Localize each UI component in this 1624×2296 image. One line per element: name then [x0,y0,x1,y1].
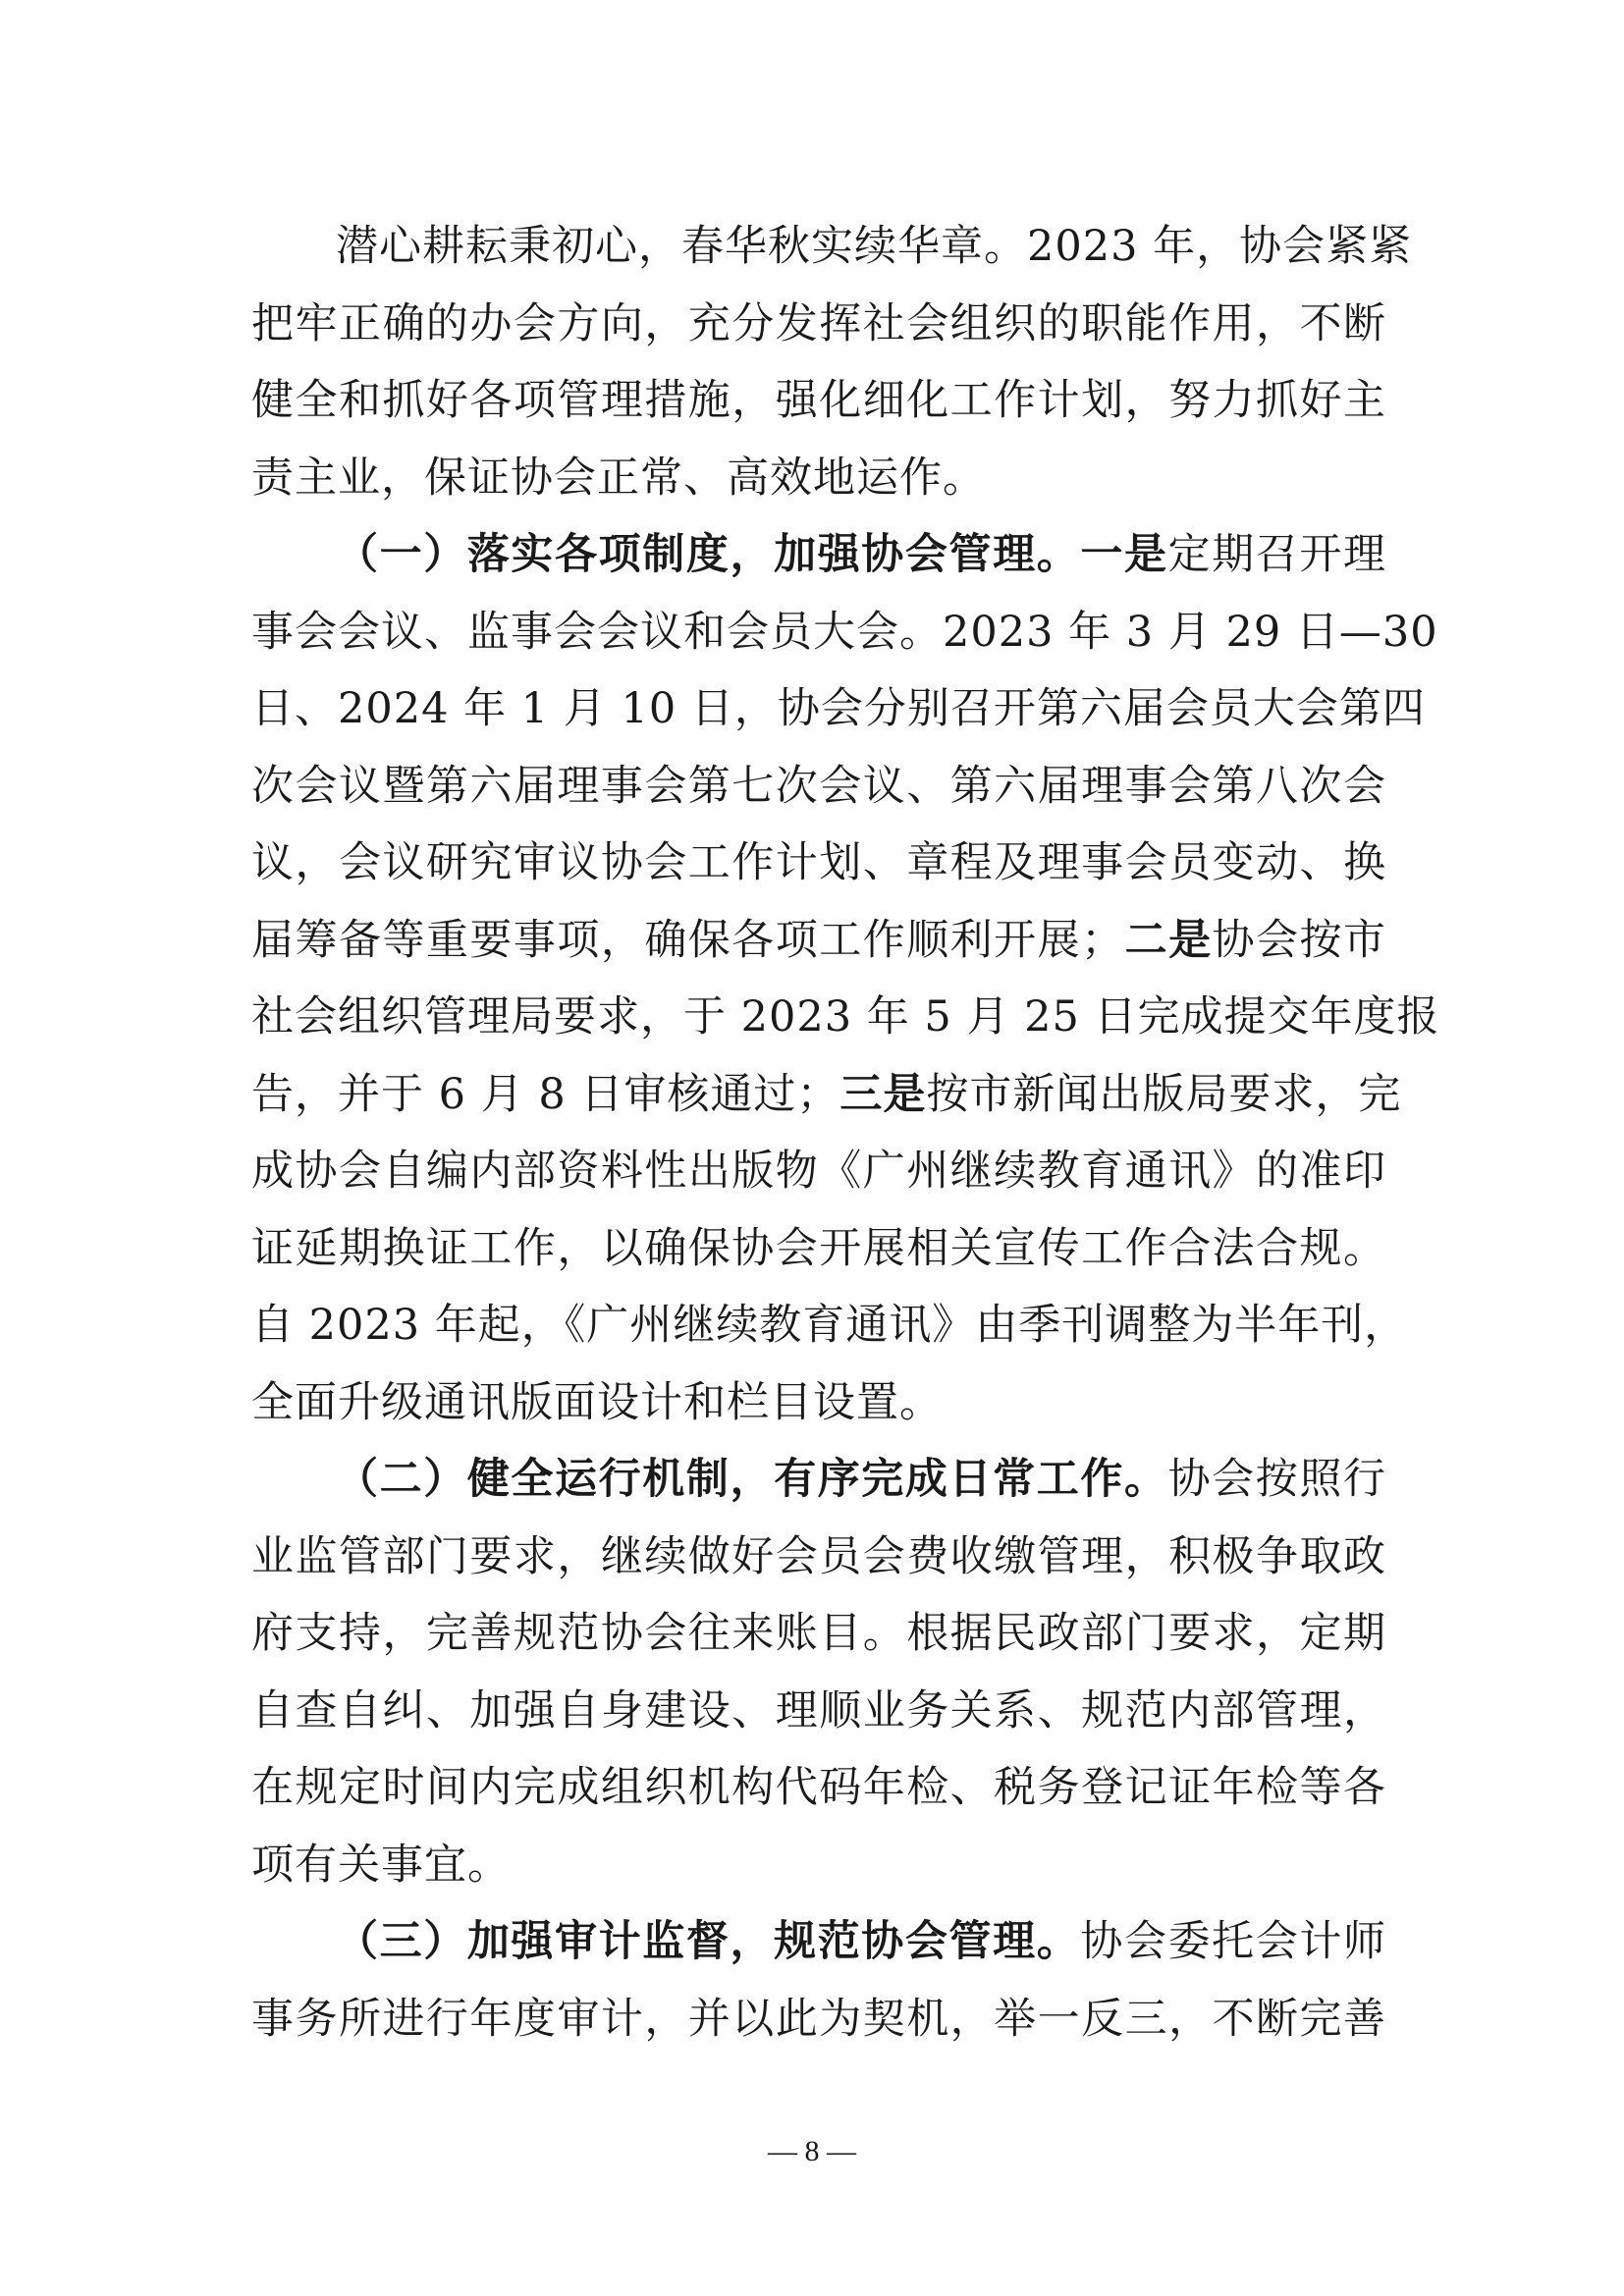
body-text-segment: 潜心耕耘秉初心，春华秋实续华章。2023 年，协会紧紧 [336,222,1413,271]
text-line [251,516,1386,594]
body-text-segment: 把牢正确的办会方向，充分发挥社会组织的职能作用，不断 [251,298,1386,348]
body-text-segment: 议，会议研究审议协会工作计划、章程及理事会员变动、换 [251,838,1386,887]
text-line [251,979,1440,1056]
body-text-segment: 自 2023 年起，《广州继续教育通讯》由季刊调整为半年刊， [251,1301,1408,1350]
body-text-segment: 责主业，保证协会正常、高效地运作。 [251,453,986,503]
body-text-segment: 项有关事宜。 [251,1840,511,1890]
body-text-segment: 自查自纠、加强自身建设、理顺业务关系、规范内部管理， [251,1685,1386,1735]
body-text-segment: 协会按照行 [1167,1455,1387,1504]
body-text-segment: 次会议暨第六届理事会第七次会议、第六届理事会第八次会 [251,761,1386,811]
text-line [251,670,1426,748]
body-text-segment: 全面升级通讯版面设计和栏目设置。 [251,1377,943,1427]
text-line [251,902,1386,980]
body-text-segment: 府支持，完善规范协会往来账目。根据民政部门要求，定期 [251,1609,1386,1658]
text-line [251,1133,1386,1210]
text-line [251,440,1386,517]
body-text [251,208,1440,2057]
body-text-segment: 届筹备等重要事项，确保各项工作顺利开展； [251,915,1125,965]
body-text-segment: 事务所进行年度审计，并以此为契机，举一反三，不断完善 [251,1994,1386,2044]
text-line [251,1519,1386,1596]
page-number: — 8 — [768,2135,856,2167]
text-line [251,1827,1386,1904]
body-text-segment: 协会委托会计师 [1080,1917,1387,1966]
text-line [251,1364,1386,1442]
text-line [251,1210,1386,1288]
body-text-segment: 在规定时间内完成组织机构代码年检、税务登记证年检等各 [251,1763,1386,1812]
body-text-segment: 告，并于 6 月 8 日审核通过； [251,1069,840,1119]
text-line [251,1981,1386,2058]
bold-heading-text: （二）健全运行机制，有序完成日常工作。 [336,1455,1168,1504]
body-text-segment: 社会组织管理局要求，于 2023 年 5 月 25 日完成提交年度报 [251,992,1440,1041]
text-line [251,594,1438,671]
text-line [251,1673,1386,1750]
body-text-segment: 日、2024 年 1 月 10 日，协会分别召开第六届会员大会第四 [251,684,1426,733]
body-text-segment: 事会会议、监事会会议和会员大会。2023 年 3 月 29 日—30 [251,607,1438,657]
text-line [251,286,1386,363]
text-line [251,748,1386,826]
text-line [251,208,1413,286]
bold-heading-text: （三）加强审计监督，规范协会管理。 [336,1917,1081,1966]
text-line [251,1903,1386,1981]
text-line [251,1287,1408,1364]
body-text-segment: 协会按市 [1212,915,1387,965]
text-line [251,1749,1386,1827]
text-line [251,1595,1386,1673]
bold-heading-text: 三是 [839,1069,927,1119]
body-text-segment: 证延期换证工作，以确保协会开展相关宣传工作合法合规。 [251,1223,1386,1273]
body-text-segment: 按市新闻出版局要求，完 [926,1069,1402,1119]
body-text-segment: 健全和抓好各项管理措施，强化细化工作计划，努力抓好主 [251,376,1386,425]
bold-heading-text: （一）落实各项制度，加强协会管理。一是 [336,530,1168,579]
text-line [251,1056,1402,1134]
text-line [251,362,1386,440]
bold-heading-text: 二是 [1124,915,1213,965]
body-text-segment: 定期召开理 [1167,530,1387,579]
text-line [251,825,1386,902]
text-line [251,1441,1386,1519]
body-text-segment: 业监管部门要求，继续做好会员会费收缴管理，积极争取政 [251,1531,1386,1581]
body-text-segment: 成协会自编内部资料性出版物《广州继续教育通讯》的准印 [251,1147,1386,1196]
